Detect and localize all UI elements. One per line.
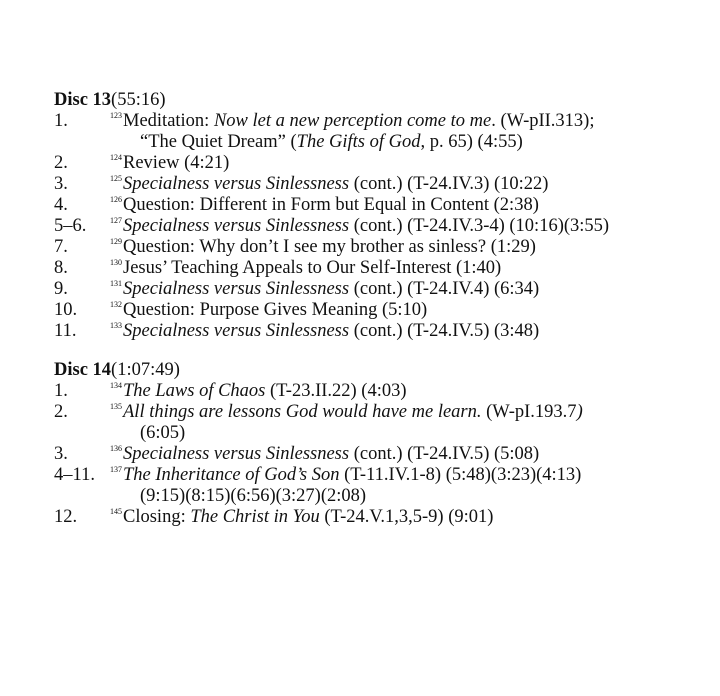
italic-title-text: Specialness versus Sinlessness bbox=[123, 321, 350, 341]
track-row bbox=[54, 216, 704, 237]
track-line bbox=[110, 507, 704, 528]
track-text: (cont.) (T-24.IV.5) (5:08) bbox=[349, 444, 540, 464]
track-number: 11. bbox=[54, 321, 77, 341]
cd-track-index: 127 bbox=[110, 215, 122, 225]
track-row bbox=[54, 195, 704, 216]
italic-title-text: All things are lessons God would have me learn. bbox=[123, 402, 482, 422]
track-number: 5–6. bbox=[54, 216, 87, 236]
track-text: . (W-pII.313); bbox=[491, 111, 595, 131]
track-row bbox=[54, 153, 704, 174]
cd-track-index: 124 bbox=[110, 152, 122, 162]
disc-title: Disc 14 bbox=[54, 360, 112, 380]
track-description bbox=[110, 216, 704, 237]
track-line bbox=[110, 174, 704, 195]
track-row bbox=[54, 381, 704, 402]
track-line bbox=[110, 381, 704, 402]
track-row bbox=[54, 237, 704, 258]
track-number: 2. bbox=[54, 402, 68, 422]
disc-title: Disc 13 bbox=[54, 90, 112, 110]
italic-title-text: Specialness versus Sinlessness bbox=[123, 279, 350, 299]
track-description bbox=[110, 237, 704, 258]
italic-title-text: Specialness versus Sinlessness bbox=[123, 444, 350, 464]
track-line bbox=[110, 444, 704, 465]
track-description bbox=[110, 381, 704, 402]
cd-track-index: 125 bbox=[110, 173, 122, 183]
cd-track-index: 133 bbox=[110, 320, 122, 330]
disc-section bbox=[54, 360, 704, 528]
track-line bbox=[110, 486, 704, 507]
track-number: 3. bbox=[54, 174, 68, 194]
cd-track-index: 135 bbox=[110, 401, 122, 411]
cd-track-index: 137 bbox=[110, 464, 122, 474]
italic-title-text: ) bbox=[576, 402, 583, 422]
track-description bbox=[110, 174, 704, 195]
cd-track-index: 131 bbox=[110, 278, 122, 288]
track-line bbox=[110, 111, 704, 132]
track-number: 7. bbox=[54, 237, 68, 257]
track-listing bbox=[54, 90, 704, 546]
disc-duration: (55:16) bbox=[111, 90, 166, 110]
italic-title-text: Now let a new perception come to me bbox=[213, 111, 492, 131]
track-number: 3. bbox=[54, 444, 68, 464]
italic-title-text: Specialness versus Sinlessness bbox=[123, 174, 350, 194]
track-number: 4. bbox=[54, 195, 68, 215]
track-number: 9. bbox=[54, 279, 68, 299]
track-description bbox=[110, 258, 704, 279]
track-row bbox=[54, 321, 704, 342]
track-description bbox=[110, 507, 704, 528]
cd-track-index: 123 bbox=[110, 110, 122, 120]
track-description bbox=[110, 111, 704, 153]
track-line bbox=[110, 258, 704, 279]
track-text: Question: Purpose Gives Meaning (5:10) bbox=[123, 300, 428, 320]
track-description bbox=[110, 195, 704, 216]
track-number: 1. bbox=[54, 111, 68, 131]
disc-heading bbox=[54, 360, 704, 381]
track-text: (T-24.V.1,3,5-9) (9:01) bbox=[319, 507, 494, 527]
cd-track-index: 129 bbox=[110, 236, 122, 246]
track-text: Question: Different in Form but Equal in Content (2:38) bbox=[123, 195, 539, 215]
track-line bbox=[110, 132, 704, 153]
track-text: (cont.) (T-24.IV.5) (3:48) bbox=[349, 321, 540, 341]
cd-track-index: 136 bbox=[110, 443, 122, 453]
track-number: 4–11. bbox=[54, 465, 95, 485]
track-line bbox=[110, 153, 704, 174]
track-number: 2. bbox=[54, 153, 68, 173]
track-text: , p. 65) (4:55) bbox=[420, 132, 523, 152]
track-number: 8. bbox=[54, 258, 68, 278]
track-text: “The Quiet Dream” ( bbox=[140, 132, 297, 152]
italic-title-text: The Laws of Chaos bbox=[123, 381, 266, 401]
track-text: (9:15)(8:15)(6:56)(3:27)(2:08) bbox=[140, 486, 367, 506]
track-row bbox=[54, 507, 704, 528]
track-text: (cont.) (T-24.IV.3) (10:22) bbox=[349, 174, 549, 194]
track-text: (6:05) bbox=[140, 423, 186, 443]
track-description bbox=[110, 402, 704, 444]
italic-title-text: The Gifts of God bbox=[296, 132, 421, 152]
track-text: Closing: bbox=[123, 507, 191, 527]
track-line bbox=[110, 321, 704, 342]
track-row bbox=[54, 402, 704, 444]
track-text: (cont.) (T-24.IV.4) (6:34) bbox=[349, 279, 540, 299]
track-row bbox=[54, 174, 704, 195]
track-number: 1. bbox=[54, 381, 68, 401]
track-text: (cont.) (T-24.IV.3-4) (10:16)(3:55) bbox=[349, 216, 610, 236]
track-text: Jesus’ Teaching Appeals to Our Self-Interest (1:40) bbox=[123, 258, 502, 278]
track-description bbox=[110, 153, 704, 174]
cd-track-index: 126 bbox=[110, 194, 122, 204]
track-number: 12. bbox=[54, 507, 78, 527]
disc-heading bbox=[54, 90, 704, 111]
track-text: Meditation: bbox=[123, 111, 214, 131]
track-text: (W-pI.193.7 bbox=[481, 402, 577, 422]
track-text: Question: Why don’t I see my brother as sinless? (1:29) bbox=[123, 237, 536, 257]
disc-duration: (1:07:49) bbox=[111, 360, 180, 380]
cd-track-index: 132 bbox=[110, 299, 122, 309]
track-text: (T-23.II.22) (4:03) bbox=[265, 381, 407, 401]
track-line bbox=[110, 279, 704, 300]
track-description bbox=[110, 465, 704, 507]
track-line bbox=[110, 465, 704, 486]
track-number: 10. bbox=[54, 300, 78, 320]
track-row bbox=[54, 111, 704, 153]
track-description bbox=[110, 279, 704, 300]
track-row bbox=[54, 300, 704, 321]
italic-title-text: Specialness versus Sinlessness bbox=[123, 216, 350, 236]
track-line bbox=[110, 195, 704, 216]
disc-section bbox=[54, 90, 704, 342]
track-description bbox=[110, 321, 704, 342]
track-row bbox=[54, 444, 704, 465]
italic-title-text: The Christ in You bbox=[190, 507, 320, 527]
track-text: (T-11.IV.1-8) (5:48)(3:23)(4:13) bbox=[339, 465, 582, 485]
track-line bbox=[110, 237, 704, 258]
track-row bbox=[54, 258, 704, 279]
track-line bbox=[110, 423, 704, 444]
cd-track-index: 145 bbox=[110, 506, 122, 516]
track-line bbox=[110, 216, 704, 237]
track-row bbox=[54, 279, 704, 300]
italic-title-text: The Inheritance of God’s Son bbox=[123, 465, 340, 485]
track-text: Review (4:21) bbox=[123, 153, 230, 173]
track-description bbox=[110, 444, 704, 465]
cd-track-index: 130 bbox=[110, 257, 122, 267]
track-description bbox=[110, 300, 704, 321]
track-line bbox=[110, 402, 704, 423]
track-line bbox=[110, 300, 704, 321]
track-row bbox=[54, 465, 704, 507]
cd-track-index: 134 bbox=[110, 380, 122, 390]
